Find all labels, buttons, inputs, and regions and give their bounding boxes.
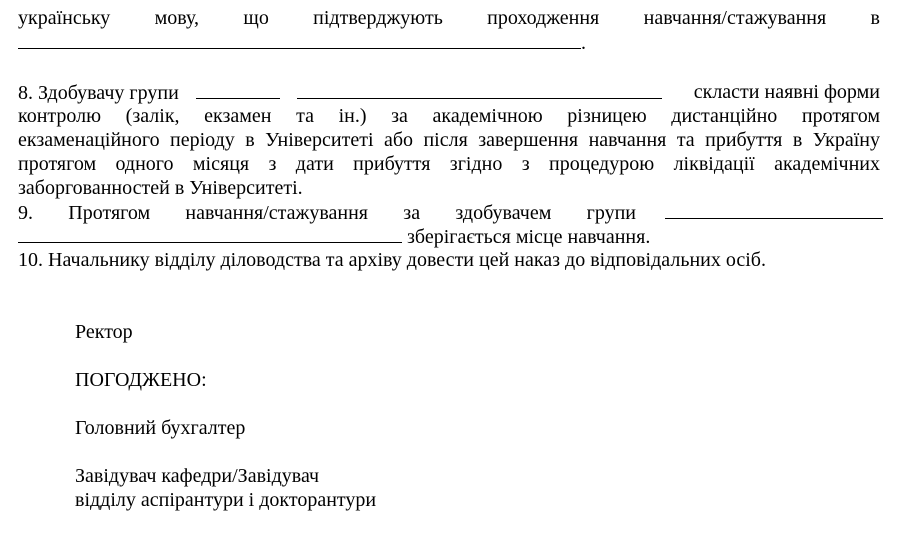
signature-head-line-2: відділу аспірантури і докторантури [75,489,377,511]
p9-tail: зберігається місце навчання. [407,226,651,248]
paragraph-8-line-1 [18,80,880,104]
p8-lead: 8. Здобувачу групи [18,82,179,104]
text-line-2 [18,30,880,54]
group-name-blank-9 [18,224,402,243]
signature-accountant: Головний бухгалтер [75,417,246,439]
signature-agreed: ПОГОДЖЕНО: [75,369,207,391]
p8-tail: скласти наявні форми [693,81,880,103]
paragraph-8-line-4: протягом одного місяця з дати прибуття згідно з процедурою ліквідації академічних [18,153,880,175]
paragraph-9-line-1 [18,200,880,224]
signature-rector: Ректор [75,321,133,343]
paragraph-8-line-2: контролю (залік, екзамен та ін.) за академічною різницею дистанційно протягом [18,105,880,127]
group-name-blank [297,80,662,99]
line-end-period: . [581,32,586,54]
signature-head-line-1: Завідувач кафедри/Завідувач [75,465,320,487]
paragraph-8-line-5: заборгованностей в Університеті. [18,177,303,199]
p9-lead: 9. Протягом навчання/стажування за здобувачем групи [18,202,636,224]
group-blank-9 [665,200,883,219]
blank-line [18,30,581,49]
paragraph-8-line-3: екзаменаційного періоду в Університеті або після завершення навчання та прибуття в Україну [18,129,880,151]
paragraph-9-line-2 [18,224,880,248]
text-line-1: українську мову, що підтверджують проходження навчання/стажування в [18,7,880,29]
paragraph-10: 10. Начальнику відділу діловодства та архіву довести цей наказ до відповідальних осіб. [18,249,766,271]
group-blank [196,80,280,99]
